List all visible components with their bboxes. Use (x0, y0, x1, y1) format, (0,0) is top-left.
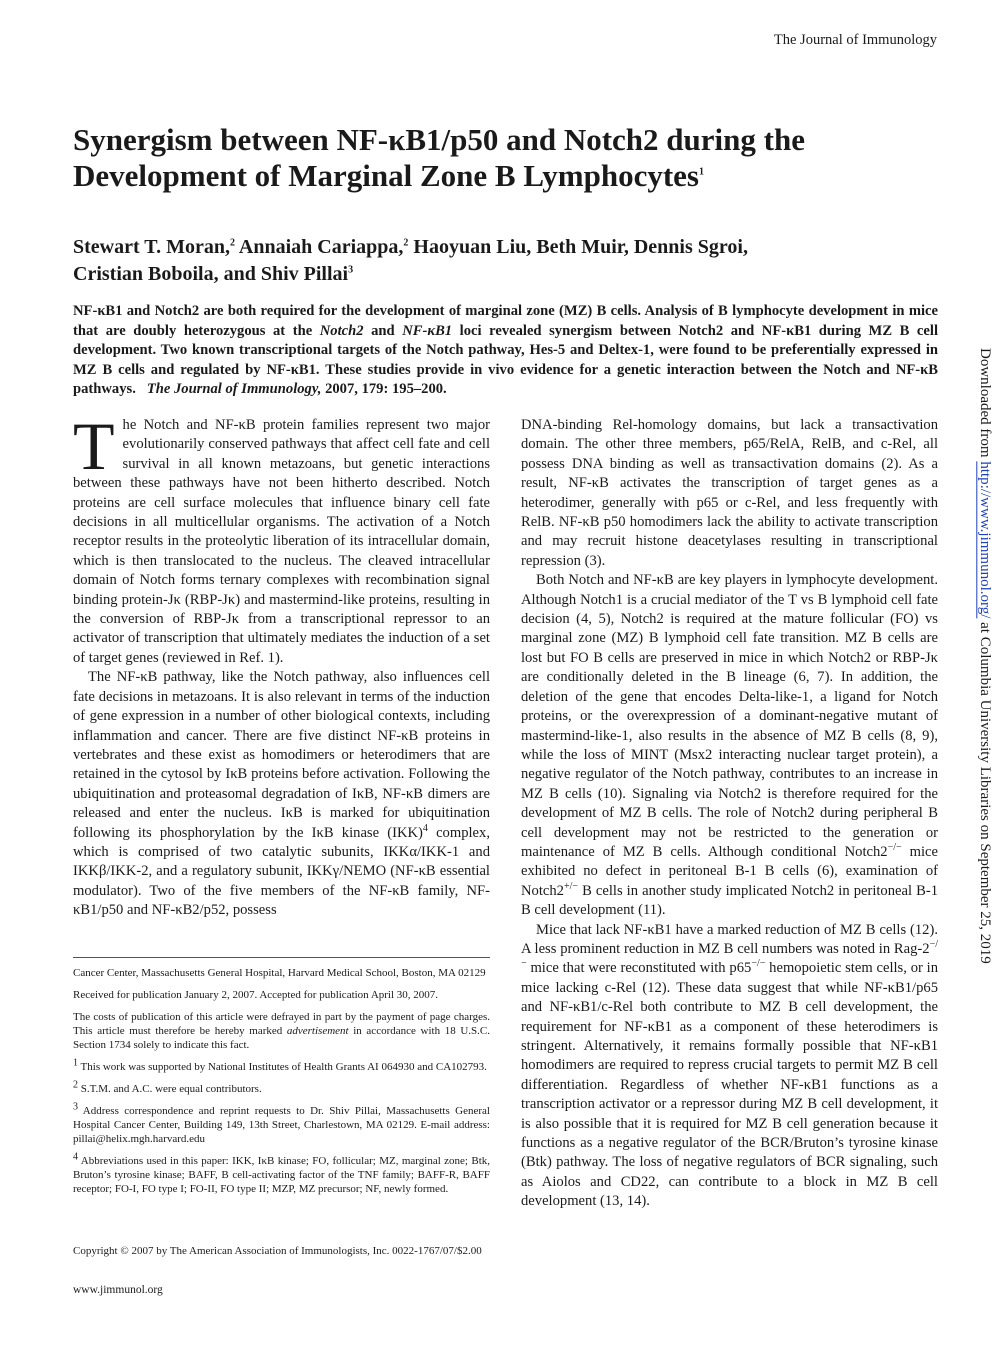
footnote-2: 2 S.T.M. and A.C. were equal contributors. (73, 1079, 262, 1095)
author: and Shiv Pillai$^3$ (223, 263, 354, 285)
costs-note: The costs of publication of this article were defrayed in part by the payment of page charges. This article must therefore be hereby marked advertisement in accordance with 18 U.S.C. Section 1734 solely to indicate this fact. (73, 1011, 491, 1051)
author: Dennis Sgroi, (633, 236, 748, 258)
body-paragraph: DNA-binding Rel-homology domains, but lack a transactivation domain. The other three members, p65/RelA, RelB, and c-Rel, all possess DNA binding as well as transactivation domains (2). As a result, NF-κB activates the transcription of target genes as a heterodimer, generally with p65 or c-Rel, and less frequently with RelB. NF-κB p50 homodimers lack the ability to activate transcription and may recruit histone deacetylases resulting in transcriptional repression (3). (521, 417, 938, 569)
article-title (73, 122, 933, 194)
copyright-line: Copyright © 2007 by The American Association of Immunologists, Inc. 0022-1767/07/$2.00 (73, 1245, 482, 1257)
footnote-3: 3 Address correspondence and reprint requests to Dr. Shiv Pillai, Massachusetts General Hospital Cancer Center, Building 149, 13th Street, Charlestown, MA 02129. E-mail address: pillai@helix.mgh.harvard.edu (73, 1101, 490, 1145)
received-note: Received for publication January 2, 2007. Accepted for publication April 30, 2007. (73, 989, 439, 1001)
drop-cap: T (73, 408, 115, 484)
citation-details: 2007, 179: 195–200. (321, 381, 447, 398)
body-paragraph: Both Notch and NF-κB are key players in lymphocyte development. Although Notch1 is a crucial mediator of the T vs B lymphoid cell fate decision (4, 5), Notch2 is required at the mature follicular (FO) vs marginal zone (MZ) B lymphoid cell fate transition. MZ B cells are lost but FO B cells are preserved in mice in which Notch2 or RBP-Jκ are conditionally deleted in the B lineage (6, 7). In addition, the deletion of the gene that encodes Delta-like-1, a ligand for Notch proteins, or the overexpression of a dominant-negative mutant of mastermind-like-1, also results in the absence of MZ B cells (8, 9), while the loss of MINT (Msx2 interacting nuclear target protein), a negative regulator of the Notch pathway, contributes to an increase in MZ B cells (10). Signaling via Notch2 is therefore required for the development of MZ B cells. The role of Notch2 during peripheral B cell development may not be restricted to the generation or maintenance of MZ B cells. Although conditional Notch2−/− mice exhibited no defect in peritoneal B-1 B cells (6), examination of Notch2+/− B cells in another study implicated Notch2 in peritoneal B-1 B cell development (11). (521, 572, 938, 919)
journal-link[interactable]: http://www.jimmunol.org/ (977, 461, 993, 619)
footnote-divider (73, 957, 490, 958)
abstract: NF-κB1 and Notch2 are both required for the development of marginal zone (MZ) B cells. Analysis of B lymphocyte development in mice that are doubly heterozygous at the Notch2 and NF-κB1 loci revealed synergism between Notch2 and NF-κB1 during MZ B cell development. Two known transcriptional targets of the Notch pathway, Hes-5 and Deltex-1, were found to be preferentially expressed in MZ B cells and regulated by NF-κB1. These studies provide in vivo evidence for a genetic interaction between the Notch and NF-κB pathways. The Journal of Immunology, 2007, 179: 195–200. (73, 303, 938, 398)
footnotes (73, 966, 490, 1204)
download-note: Downloaded from http://www.jimmunol.org/ at Columbia University Libraries on September 25, 2019 (977, 348, 993, 964)
body-paragraph: The Notch and NF-κB protein families represent two major evolutionarily conserved pathways that affect cell fate and cell survival in all known metazoans, but genetic interactions between these pathways have not been hitherto described. Notch proteins are cell surface molecules that influence binary cell fate decisions in all multicellular organisms. The activation of a Notch receptor results in the proteolytic liberation of its intracellular domain, which is then translocated to the nucleus. The cleaved intracellular domain of Notch forms ternary complexes with recombination signal binding protein-Jκ (RBP-Jκ) and mastermind-like proteins, resulting in the conversion of RBP-Jκ from a transcriptional repressor to an activator of transcription that ultimately mediates the induction of a set of target genes (reviewed in Ref. 1). (73, 408, 490, 666)
body-paragraph: Mice that lack NF-κB1 have a marked reduction of MZ B cells (12). A less prominent reduction in MZ B cell numbers was noted in Rag-2−/− mice that were reconstituted with p65−/− hemopoietic stem cells, or in mice lacking c-Rel (12). These data suggest that while NF-κB1/p65 and NF-κB1/c-Rel both contribute to MZ B cell development, the requirement for NF-κB1 as a component of these heterodimers is stringent. Alternatively, it remains formally possible that NF-κB1 homodimers are required to repress crucial targets to permit MZ B cell differentiation. Regardless of whether NF-κB1 functions as a transcription activator or a repressor during MZ B cell development, it is also possible that it is required for MZ B cell generation because it functions as a negative regulator of the BCR/Bruton’s tyrosine kinase (Btk) pathway. The loss of negative regulators of BCR signaling, such as Aiolos and CD22, can contribute to a block in MZ B cell development (13, 14). (521, 921, 939, 1210)
author: Stewart T. Moran,$^2$ (73, 236, 236, 258)
author: Annaiah Cariappa,$^2$ (238, 236, 409, 258)
footnote-4: 4 Abbreviations used in this paper: IKK, IκB kinase; FO, follicular; MZ, marginal zone; Btk, Bruton’s tyrosine kinase; BAFF, B cell-activating factor of the TNF family; BAFF-R, BAFF receptor; FO-I, FO type I; FO-II, FO type II; MZP, MZ precursor; NF, newly formed. (73, 1151, 490, 1195)
body-column-left (73, 408, 490, 921)
author: Haoyuan Liu, (413, 236, 532, 258)
journal-header: The Journal of Immunology (773, 32, 937, 48)
title-footnote-mark: 1 (699, 166, 704, 178)
author: Cristian Boboila, (73, 263, 219, 285)
author: Beth Muir, (536, 236, 629, 258)
affiliation-note: Cancer Center, Massachusetts General Hospital, Harvard Medical School, Boston, MA 02129 (73, 967, 486, 979)
body-column-right (521, 416, 938, 1212)
citation-journal: The Journal of Immunology, (146, 381, 322, 398)
journal-website: www.jimmunol.org (73, 1284, 163, 1296)
title-text: Synergism between NF-κB1/p50 and Notch2 during the Development of Marginal Zone B Lymphocytes (73, 122, 805, 193)
author-list (73, 234, 933, 288)
body-paragraph: The NF-κB pathway, like the Notch pathway, also influences cell fate decisions in metazoans. It is also relevant in terms of the induction of gene expression in a number of other biological contexts, including inflammation and cancer. There are five distinct NF-κB proteins in vertebrates and these exist as homodimers or heterodimers that are retained in the cytosol by IκB proteins before activation. Following the ubiquitination and proteasomal degradation of IκB, NF-κB dimers are released and enter the nucleus. IκB is marked for ubiquitination following its phosphorylation by the IκB kinase (IKK)$^4$ complex, which is comprised of two catalytic subunits, IKKα/IKK-1 and IKKβ/IKK-2, and a regulatory subunit, IKKγ/NEMO (NF-κB essential modulator). Two of the five members of the NF-κB family, NF-κB1/p50 and NF-κB2/p52, possess (73, 669, 490, 919)
footnote-1: 1 This work was supported by National Institutes of Health Grants AI 064930 and CA102793. (73, 1057, 487, 1073)
